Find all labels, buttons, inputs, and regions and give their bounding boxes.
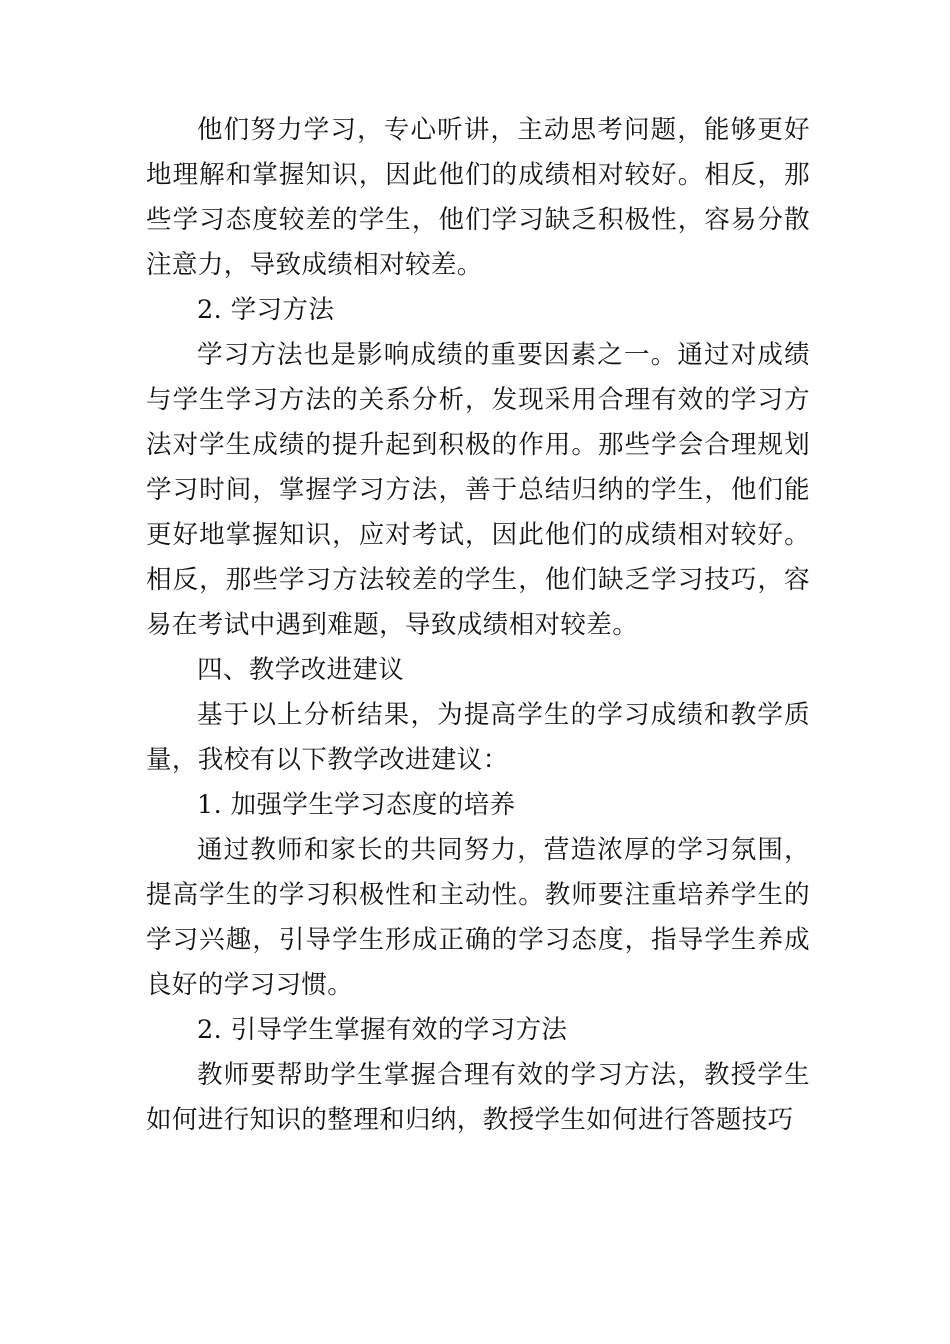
paragraph-improvement-intro: 基于以上分析结果，为提高学生的学习成绩和教学质量，我校有以下教学改进建议： <box>146 700 810 775</box>
paragraph-study-method: 学习方法也是影响成绩的重要因素之一。通过对成绩与学生学习方法的关系分析，发现采用合理有效的学习方法对学生成绩的提升起到积极的作用。那些学会合理规划学习时间，掌握学习方法，善于总结归纳的学生，他们能更好地掌握知识，应对考试，因此他们的成绩相对较好。相反，那些学习方法较差的学生，他们缺乏学习技巧，容易在考试中遇到难题，导致成绩相对较差。 <box>146 340 810 640</box>
heading-strengthen-attitude: 1. 加强学生学习态度的培养 <box>197 790 516 820</box>
paragraph-strengthen-attitude: 通过教师和家长的共同努力，营造浓厚的学习氛围，提高学生的学习积极性和主动性。教师要注重培养学生的学习兴趣，引导学生形成正确的学习态度，指导学生养成良好的学习习惯。 <box>146 835 810 1000</box>
paragraph-guide-methods: 教师要帮助学生掌握合理有效的学习方法，教授学生如何进行知识的整理和归纳，教授学生如何进行答题技巧 <box>146 1060 810 1135</box>
heading-teaching-improvement: 四、教学改进建议 <box>197 655 405 685</box>
document-body <box>146 108 810 1143</box>
paragraph-study-attitude-continued: 他们努力学习，专心听讲，主动思考问题，能够更好地理解和掌握知识，因此他们的成绩相对较好。相反，那些学习态度较差的学生，他们学习缺乏积极性，容易分散注意力，导致成绩相对较差。 <box>146 115 810 280</box>
heading-guide-methods: 2. 引导学生掌握有效的学习方法 <box>197 1015 568 1045</box>
heading-study-method: 2. 学习方法 <box>197 295 335 325</box>
